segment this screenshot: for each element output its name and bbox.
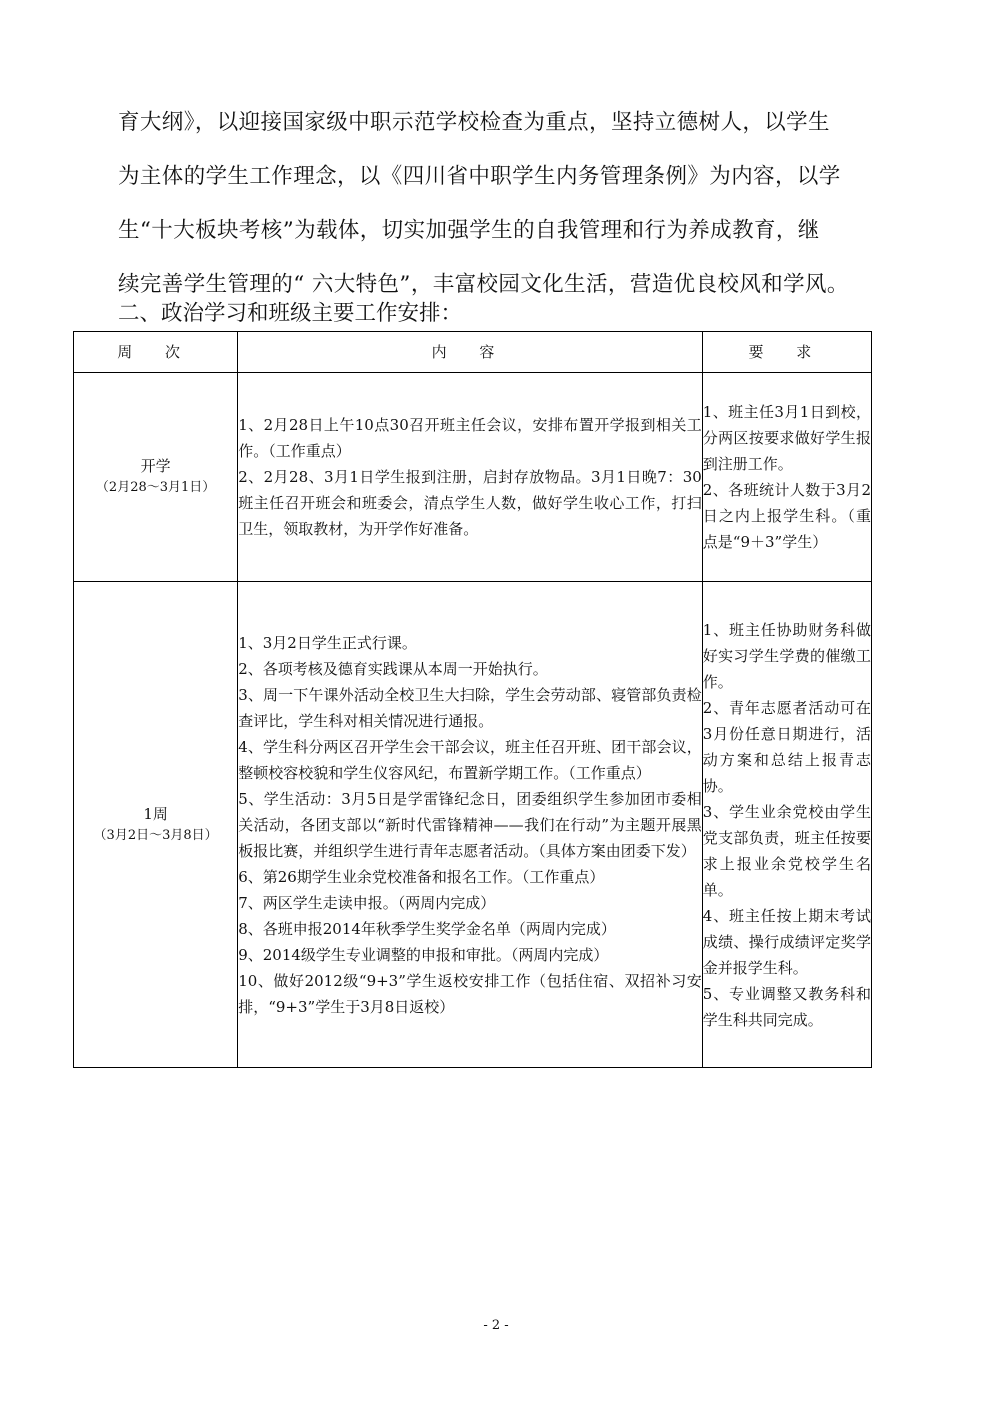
content-cell — [238, 582, 703, 1068]
page-number: - 2 - — [483, 1318, 509, 1333]
table-header-row — [74, 332, 872, 373]
week-cell — [74, 582, 238, 1068]
week-date-range: （2月28～3月1日） — [95, 480, 216, 495]
intro-line: 育大纲》，以迎接国家级中职示范学校检查为重点，坚持立德树人，以学生 — [118, 110, 830, 135]
requirement-item: 1、班主任协助财务科做好实习学生学费的催缴工作。 — [702, 620, 871, 691]
content-cell — [238, 373, 703, 582]
week-date-range: （3月2日～3月8日） — [93, 827, 218, 843]
schedule-table — [73, 331, 872, 1068]
week-label: 1周 — [143, 804, 168, 823]
requirement-item: 5、专业调整又教务科和学生科共同完成。 — [702, 984, 871, 1029]
week-label: 开学 — [140, 457, 171, 475]
requirement-item: 1、班主任3月1日到校，分两区按要求做好学生报到注册工作。 — [702, 403, 871, 473]
content-item: 10、做好2012级“9+3”学生返校安排工作（包括住宿、双招补习安排，“9+3”学生于3月8日返校） — [238, 971, 702, 1016]
header-content: 内 容 — [238, 332, 703, 373]
content-item: 7、两区学生走读申报。（两周内完成） — [238, 893, 496, 912]
intro-paragraph — [118, 96, 888, 312]
requirement-item: 2、青年志愿者活动可在3月份任意日期进行，活动方案和总结上报青志协。 — [702, 698, 871, 795]
content-item: 9、2014级学生专业调整的申报和审批。（两周内完成） — [238, 945, 609, 964]
requirement-item: 3、学生业余党校由学生党支部负责，班主任按要求上报业余党校学生名单。 — [702, 802, 871, 899]
content-item: 2、各项考核及德育实践课从本周一开始执行。 — [238, 659, 548, 678]
table-row — [74, 373, 872, 582]
requirement-item: 4、班主任按上期末考试成绩、操行成绩评定奖学金并报学生科。 — [702, 906, 871, 977]
section-heading: 二、政治学习和班级主要工作安排： — [118, 301, 463, 326]
intro-line: 续完善学生管理的“ 六大特色”，丰富校园文化生活，营造优良校风和学风。 — [118, 272, 849, 297]
table-row — [74, 582, 872, 1068]
content-item: 2、2月28、3月1日学生报到注册，启封存放物品。3月1日晚7：30班主任召开班会和班委会，清点学生人数，做好学生收心工作，打扫卫生，领取教材，为开学作好准备。 — [238, 468, 702, 538]
content-item: 1、3月2日学生正式行课。 — [238, 633, 417, 652]
content-item: 4、学生科分两区召开学生会干部会议，班主任召开班、团干部会议，整顿校容校貌和学生仪容风纪，布置新学期工作。（工作重点） — [238, 737, 702, 782]
intro-line: 为主体的学生工作理念，以《四川省中职学生内务管理条例》为内容，以学 — [118, 164, 841, 189]
content-item: 8、各班申报2014年秋季学生奖学金名单（两周内完成） — [238, 919, 616, 938]
header-requirement: 要 求 — [702, 332, 871, 373]
content-item: 6、第26期学生业余党校准备和报名工作。（工作重点） — [238, 867, 605, 886]
requirement-cell — [702, 582, 871, 1068]
requirement-item: 2、各班统计人数于3月2日之内上报学生科。（重点是“9＋3”学生） — [702, 481, 871, 551]
header-week: 周 次 — [74, 332, 238, 373]
content-item: 5、学生活动：3月5日是学雷锋纪念日，团委组织学生参加团市委相关活动，各团支部以“新时代雷锋精神——我们在行动”为主题开展黑板报比赛，并组织学生进行青年志愿者活动。（具体方案由团委下发） — [238, 789, 702, 860]
requirement-cell — [702, 373, 871, 582]
content-item: 3、周一下午课外活动全校卫生大扫除，学生会劳动部、寝管部负责检查评比，学生科对相关情况进行通报。 — [238, 685, 702, 730]
intro-line: 生“十大板块考核”为载体，切实加强学生的自我管理和行为养成教育，继 — [118, 218, 820, 243]
week-cell — [74, 373, 238, 582]
content-item: 1、2月28日上午10点30召开班主任会议，安排布置开学报到相关工作。（工作重点） — [238, 416, 702, 460]
